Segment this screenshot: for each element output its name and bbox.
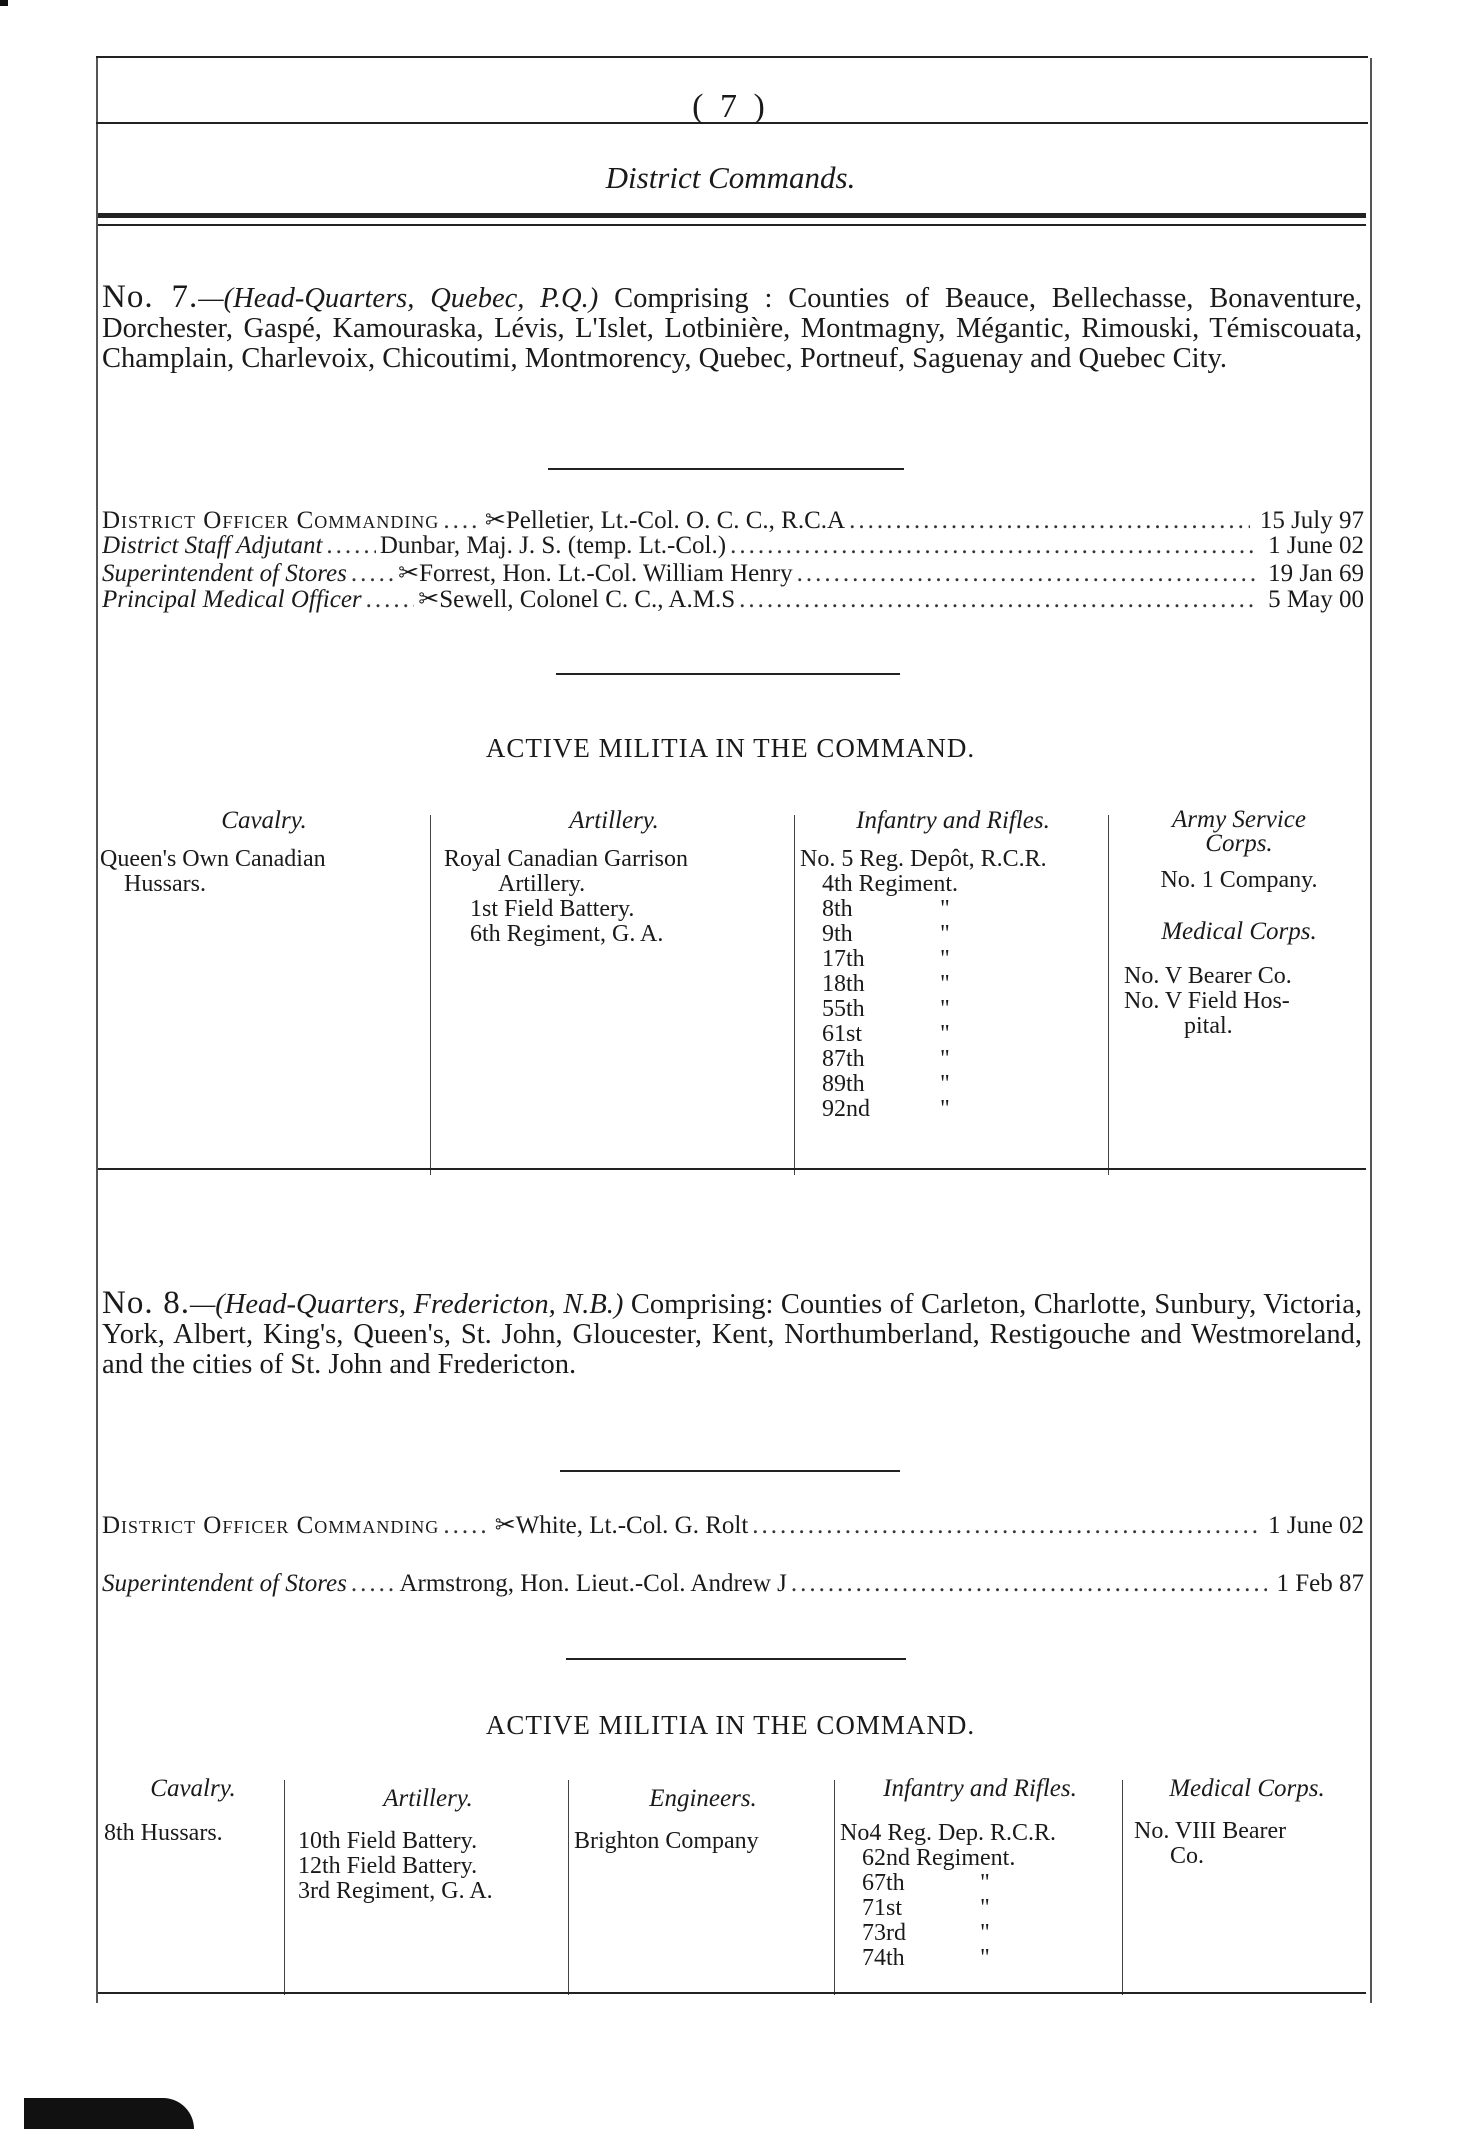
scissors-icon: ✂ [418,586,440,613]
leader-dots [752,1512,1258,1540]
officer-name-text: Forrest, Hon. Lt.-Col. William Henry [419,560,793,587]
d8-infantry-column [840,1776,1120,1971]
ditto-mark: " [940,971,950,997]
title-rule-thick [98,213,1366,218]
list-item [840,1946,1120,1971]
d8-cavalry-list [104,1821,282,1846]
d8-medical-list [1128,1819,1366,1869]
officer-role: Principal Medical Officer [102,586,362,613]
leader-dots [739,586,1258,614]
page-number: ( 7 ) [692,88,769,125]
d7-infantry-head: Infantry and Rifles. [856,807,1050,834]
list-item-text: No. V Field Hos- [1124,988,1290,1014]
d7-infantry-list [800,847,1106,1122]
list-item-text: 92nd [822,1096,870,1122]
d7-infantry-column [800,808,1106,1122]
list-item [436,922,792,947]
list-item-text: 62nd Regiment. [862,1845,1016,1871]
page-title: District Commands. [605,160,856,195]
list-item-text: 1st Field Battery. [470,896,635,922]
district-7-militia-heading: ACTIVE MILITIA IN THE COMMAND. [485,733,976,763]
d7-cavalry-list [100,847,428,897]
list-item [800,847,1106,872]
list-item [840,1821,1120,1846]
list-item-text: No. V Bearer Co. [1124,963,1292,989]
column-divider [794,815,795,1175]
list-item [800,1022,1106,1047]
ditto-mark: " [980,1945,990,1971]
list-item-text: 3rd Regiment, G. A. [298,1878,493,1904]
separator [566,1658,906,1660]
list-item-text: 17th [822,946,865,972]
list-item-text: Royal Canadian Garrison [444,846,688,872]
d7-asc-head: Army Service Corps. [1172,806,1306,857]
d8-artillery-head: Artillery. [383,1785,473,1812]
d7-artillery-head: Artillery. [569,807,659,834]
d8-cavalry-head: Cavalry. [150,1775,236,1802]
officer-name [380,532,726,560]
district-8-number: No. 8. [102,1285,190,1321]
officer-name-text: White, Lt.-Col. G. Rolt [515,1512,749,1539]
table-bottom-rule [98,1168,1366,1170]
leader-dots [443,507,481,535]
list-item-text: 12th Field Battery. [298,1853,478,1879]
district-8-headquarters: —(Head-Quarters, Fredericton, N.B.) [189,1289,624,1320]
ditto-mark: " [980,1920,990,1946]
appointment-date: 19 Jan 69 [1268,560,1364,587]
list-item [436,847,792,872]
list-item-text: 18th [822,971,865,997]
list-item-text: 89th [822,1071,865,1097]
list-item-text: No4 Reg. Dep. R.C.R. [840,1820,1056,1846]
list-item-text: 67th [862,1870,905,1896]
list-item-text: Queen's Own Canadian [100,846,326,872]
top-rule [96,56,1368,58]
officer-name-text: Pelletier, Lt.-Col. O. C. C., R.C.A [505,507,846,534]
d7-asc-column [1114,808,1364,1039]
d8-infantry-list [840,1821,1120,1971]
list-item-text: No. 5 Reg. Depôt, R.C.R. [800,846,1047,872]
officer-role: District Officer Commanding [102,1512,440,1539]
officer-role: Superintendent of Stores [102,1570,347,1597]
list-item [800,972,1106,997]
officer-row [102,1510,1364,1540]
list-item-text: Co. [1170,1843,1205,1869]
leader-dots [730,532,1258,560]
separator [560,1470,900,1472]
scissors-icon: ✂ [398,560,420,587]
leader-dots [351,1570,396,1598]
list-item [1124,964,1364,989]
column-divider [1108,815,1109,1175]
list-item [298,1879,566,1904]
ditto-mark: " [940,1071,950,1097]
district-8-description [102,1285,1362,1380]
list-item [800,1097,1106,1122]
district-7-number: No. 7. [102,279,199,315]
d7-cavalry-column [100,808,428,897]
leader-dots [326,532,375,560]
list-item-text: Brighton Company [574,1828,759,1854]
list-item [436,872,792,897]
appointment-date: 1 June 02 [1268,532,1364,559]
officer-name [495,1510,749,1540]
ditto-mark: " [940,946,950,972]
scissors-icon: ✂ [494,1512,516,1539]
officer-name [399,1570,786,1598]
leader-dots [849,507,1250,535]
separator [548,468,904,470]
district-8-militia-heading: ACTIVE MILITIA IN THE COMMAND. [485,1710,976,1740]
ditto-mark: " [980,1895,990,1921]
list-item-text: 6th Regiment, G. A. [470,921,664,947]
scan-edge-mark [0,0,8,6]
list-item [800,922,1106,947]
district-7-counties: Comprising : Counties of Beauce, Bellechasse, Bonaventure, Dorchester, Gaspé, Kamouraska, Lévis, L'Islet, Lotbinière, Montmagny, Mégantic, Rimouski, Témiscouata, Champlain, Charlevoix, Chicoutimi, Montmorency, Quebec, Portneuf, Saguenay and Quebec City. [102,283,1362,374]
officer-name-text: Dunbar, Maj. J. S. (temp. Lt.-Col.) [379,532,727,559]
list-item-text: 10th Field Battery. [298,1828,478,1854]
list-item [840,1871,1120,1896]
officer-role: District Officer Commanding [102,507,440,534]
list-item [800,997,1106,1022]
officer-row [102,505,1364,535]
officer-name-text: Armstrong, Hon. Lieut.-Col. Andrew J [399,1570,787,1597]
list-item [800,1047,1106,1072]
list-item [574,1829,832,1854]
title-rule-thin [98,224,1366,226]
d7-asc-list [1114,868,1364,893]
column-divider [284,1780,285,1995]
list-item-text: 74th [862,1945,905,1971]
d8-engineers-head: Engineers. [649,1785,757,1812]
list-item-text: Hussars. [124,871,206,897]
appointment-date: 5 May 00 [1268,586,1364,613]
list-item [298,1829,566,1854]
ditto-mark: " [980,1870,990,1896]
column-divider [834,1780,835,1995]
list-item-text: 71st [862,1895,903,1921]
column-divider [1122,1780,1123,1995]
list-item-text: No. 1 Company. [1160,867,1318,893]
officer-role: District Staff Adjutant [102,532,323,559]
scan-edge-mark [24,2098,194,2129]
d8-engineers-list [574,1829,832,1854]
appointment-date: 1 Feb 87 [1276,1570,1364,1597]
list-item-text: 9th [822,921,853,947]
d8-cavalry-column [104,1776,282,1846]
d8-artillery-column [290,1776,566,1904]
list-item-text: Artillery. [498,871,586,897]
officer-name-text: Sewell, Colonel C. C., A.M.S [439,586,736,613]
district-7-headquarters: —(Head-Quarters, Quebec, P.Q.) [198,283,599,314]
list-item [100,847,428,872]
list-item-text: 87th [822,1046,865,1072]
leader-dots [366,586,415,614]
list-item [104,1821,282,1846]
officer-name [418,584,735,614]
officer-row [102,1570,1364,1600]
list-item-text: 73rd [862,1920,906,1946]
d7-medical-list [1114,964,1364,1039]
list-item-text: 8th [822,896,853,922]
list-item [800,872,1106,897]
officer-role: Superintendent of Stores [102,560,347,587]
d8-medical-column [1128,1776,1366,1869]
district-8-counties: Comprising: Counties of Carleton, Charlotte, Sunbury, Victoria, York, Albert, King's, Queen's, St. John, Gloucester, Kent, Northumberland, Restigouche and Westmoreland, and the cities of St. John and Fredericton. [102,1289,1362,1380]
ditto-mark: " [940,1096,950,1122]
d8-engineers-column [574,1776,832,1854]
d7-medical-head: Medical Corps. [1161,918,1317,945]
appointment-date: 1 June 02 [1268,1512,1364,1539]
list-item [800,1072,1106,1097]
ditto-mark: " [940,921,950,947]
list-item-text: 55th [822,996,865,1022]
list-item [298,1854,566,1879]
ditto-mark: " [940,1046,950,1072]
column-divider [568,1780,569,1995]
ditto-mark: " [940,896,950,922]
d8-artillery-list [290,1829,566,1904]
district-7-description [102,279,1362,374]
table-bottom-rule [98,1992,1366,1994]
column-divider [430,815,431,1175]
ditto-mark: " [940,1021,950,1047]
list-item [800,897,1106,922]
leader-dots [791,1570,1267,1598]
list-item-text: 8th Hussars. [104,1820,223,1846]
d8-medical-head: Medical Corps. [1169,1775,1325,1802]
d7-cavalry-head: Cavalry. [221,807,307,834]
list-item [840,1896,1120,1921]
officer-row [102,584,1364,614]
list-item-text: 61st [822,1021,863,1047]
d8-infantry-head: Infantry and Rifles. [883,1775,1077,1802]
list-item [1134,1819,1366,1844]
d7-artillery-list [436,847,792,947]
list-item [100,872,428,897]
list-item [800,947,1106,972]
officer-name [485,505,845,535]
list-item-text: pital. [1184,1013,1233,1039]
list-item [1114,868,1364,893]
d7-artillery-column [436,808,792,947]
separator [556,673,900,675]
list-item-text: No. VIII Bearer [1134,1818,1287,1844]
leader-dots [443,1512,490,1540]
list-item [436,897,792,922]
scissors-icon: ✂ [484,507,506,534]
list-item [1134,1844,1366,1869]
list-item-text: 4th Regiment. [822,871,958,897]
list-item [840,1846,1120,1871]
appointment-date: 15 July 97 [1259,507,1364,534]
list-item [1124,989,1364,1014]
list-item [1124,1014,1364,1039]
ditto-mark: " [940,996,950,1022]
list-item [840,1921,1120,1946]
